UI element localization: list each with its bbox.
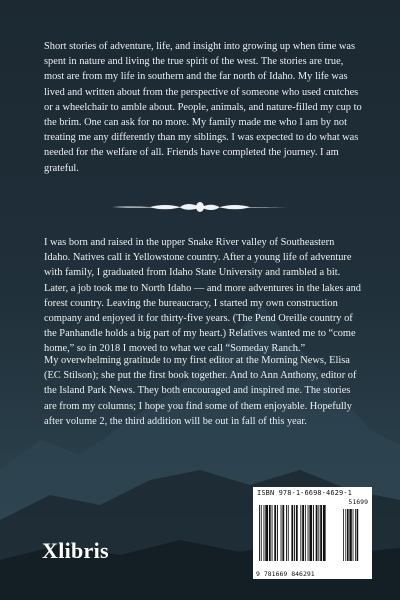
barcode-digits: 9 781669 846291 (256, 570, 315, 578)
synopsis-paragraph: Short stories of adventure, life, and insight into growing up when time was spent in nature and living the true spirit of the west. The stories are true, most are from my life in southern and the far north of Idaho. My life was lived and written about from the perspective of someone who used crutches or a wheelchair to amble about. People, animals, and nature-filled my cup to the brim. One can ask for no more. My family made me who I am by not treating me any differently than my siblings. I was expected to do what was needed for the welfare of all. Friends have completed the journey. I am grateful. (44, 41, 362, 174)
price-code: 51699 (348, 498, 368, 506)
acknowledgment (44, 353, 362, 429)
publisher-logo: Xlibris (42, 538, 109, 563)
synopsis-text (44, 39, 362, 176)
barcode-bars (257, 505, 368, 569)
acknowledgment-paragraph: My overwhelming gratitude to my first editor at the Morning News, Elisa (EC Stilson); she put the first book together. And to Ann Anthony, editor of the Island Park News. They both encouraged and inspired me. The stories are from my columns; I hope you find some of them enjoyable. Hopefully after volume 2, the third addition will be out in fall of this year. (44, 355, 357, 427)
author-bio (44, 235, 362, 357)
isbn-label: ISBN 978-1-6698-4629-1 (257, 489, 352, 497)
author-bio-paragraph: I was born and raised in the upper Snake River valley of Southeastern Idaho. Natives call it Yellowstone country. After a young life of adventure with family, I graduated from Idaho State University and rambled a bit. Later, a job took me to North Idaho — and more adventures in the lakes and forest country. Leaving the bureaucracy, I started my own construction company and enjoyed it for thirty-five years. (The Pend Oreille country of the Panhandle holds a big part of my heart.) Relatives wanted me to “come home,” so in 2018 I moved to what we call “Someday Ranch.” (44, 237, 361, 355)
isbn-barcode (253, 487, 372, 579)
ornamental-divider-icon (110, 200, 290, 214)
